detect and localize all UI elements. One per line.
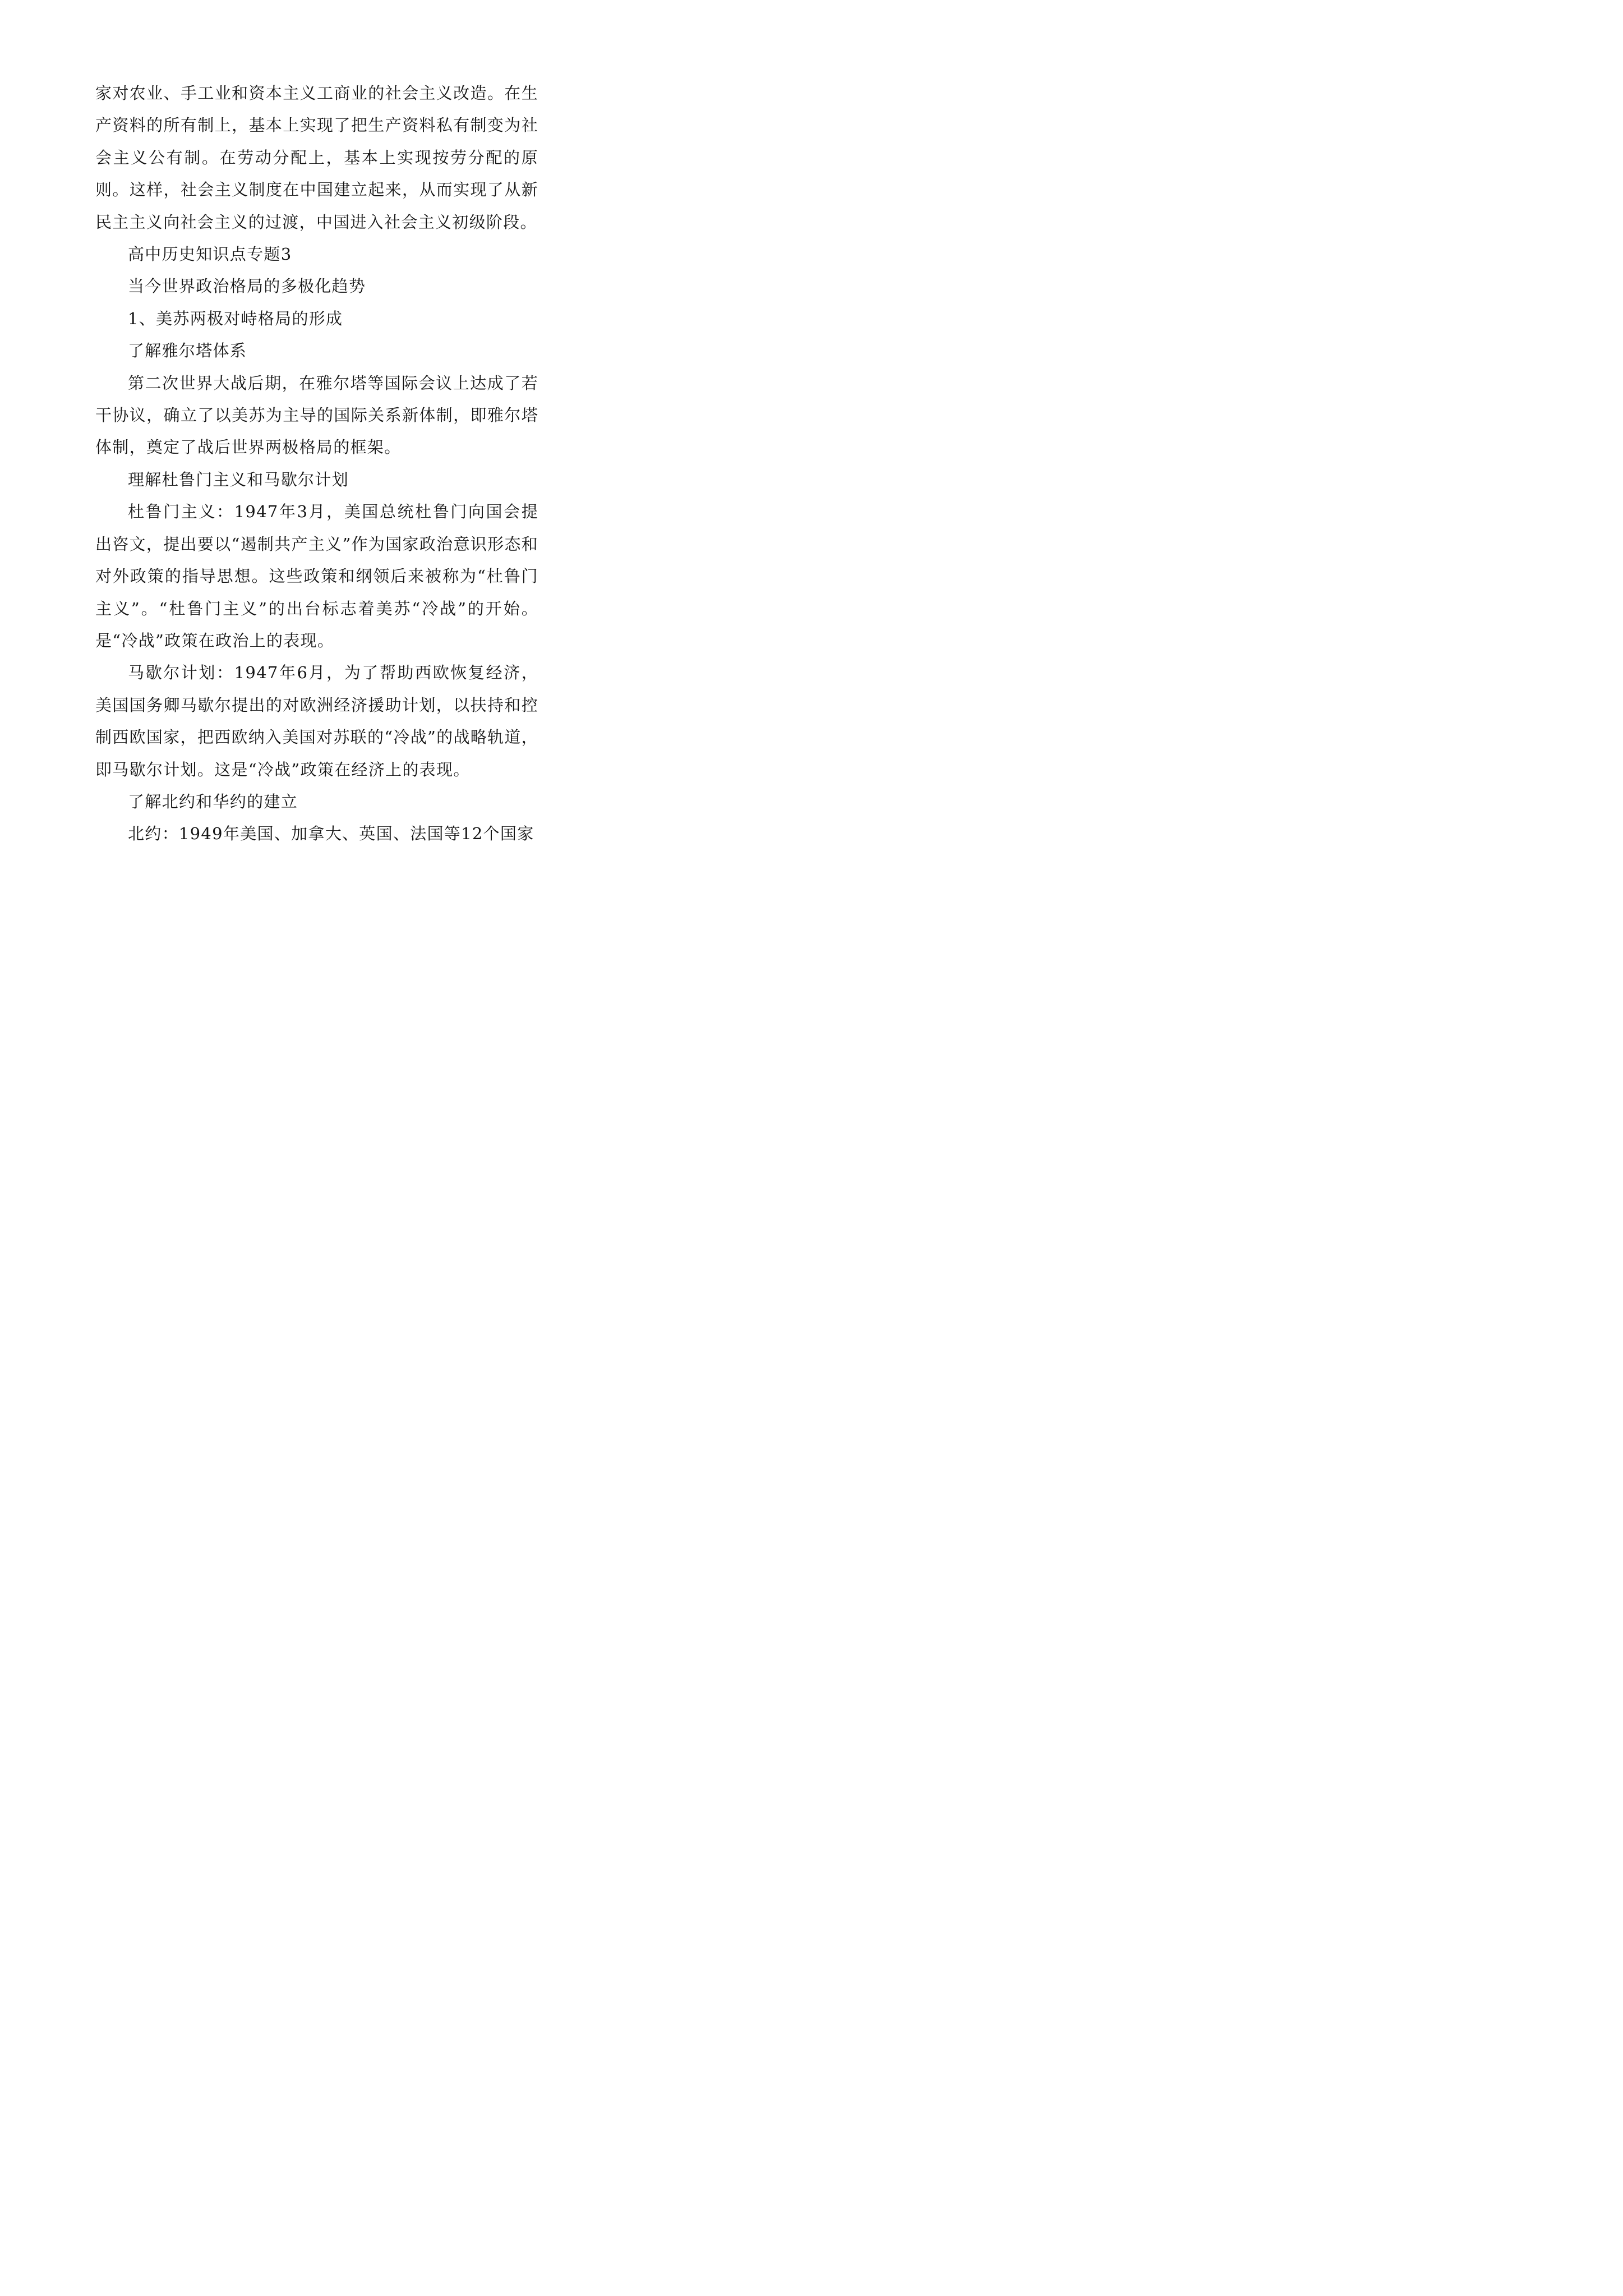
paragraph-yalta-system: 第二次世界大战后期，在雅尔塔等国际会议上达成了若干协议，确立了以美苏为主导的国际关系新体制，即雅尔塔体制，奠定了战后世界两极格局的框架。: [95, 373, 538, 457]
paragraph-truman-doctrine: 杜鲁门主义：1947年3月，美国总统杜鲁门向国会提出咨文，提出要以“遏制共产主义”作为国家政治意识形态和对外政策的指导思想。这些政策和纲领后来被称为“杜鲁门主义”。“杜鲁门主义”的出台标志着美苏“冷战”的开始。是“冷战”政策在政治上的表现。: [95, 502, 538, 650]
paragraph-nato: 北约：1949年美国、加拿大、英国、法国等12个国家: [128, 824, 534, 844]
point-heading-truman-marshall: 理解杜鲁门主义和马歇尔计划: [128, 470, 349, 489]
paragraph-marshall-plan: 马歇尔计划：1947年6月，为了帮助西欧恢复经济，美国国务卿马歇尔提出的对欧洲经济援助计划，以扶持和控制西欧国家，把西欧纳入美国对苏联的“冷战”的战略轨道，即马歇尔计划。这是“冷战”政策在经济上的表现。: [95, 663, 538, 779]
point-heading-yalta: 了解雅尔塔体系: [128, 341, 247, 361]
section-title: 高中历史知识点专题3: [128, 245, 292, 264]
document-body: [95, 77, 538, 850]
paragraph-socialist-transformation: 家对农业、手工业和资本主义工商业的社会主义改造。在生产资料的所有制上，基本上实现了把生产资料私有制变为社会主义公有制。在劳动分配上，基本上实现按劳分配的原则。这样，社会主义制度在中国建立起来，从而实现了从新民主主义向社会主义的过渡，中国进入社会主义初级阶段。: [95, 84, 538, 232]
subtopic-heading: 1、美苏两极对峙格局的形成: [128, 309, 343, 328]
topic-heading: 当今世界政治格局的多极化趋势: [128, 277, 366, 296]
document-page: [0, 0, 628, 889]
point-heading-nato-warsaw: 了解北约和华约的建立: [128, 792, 298, 811]
